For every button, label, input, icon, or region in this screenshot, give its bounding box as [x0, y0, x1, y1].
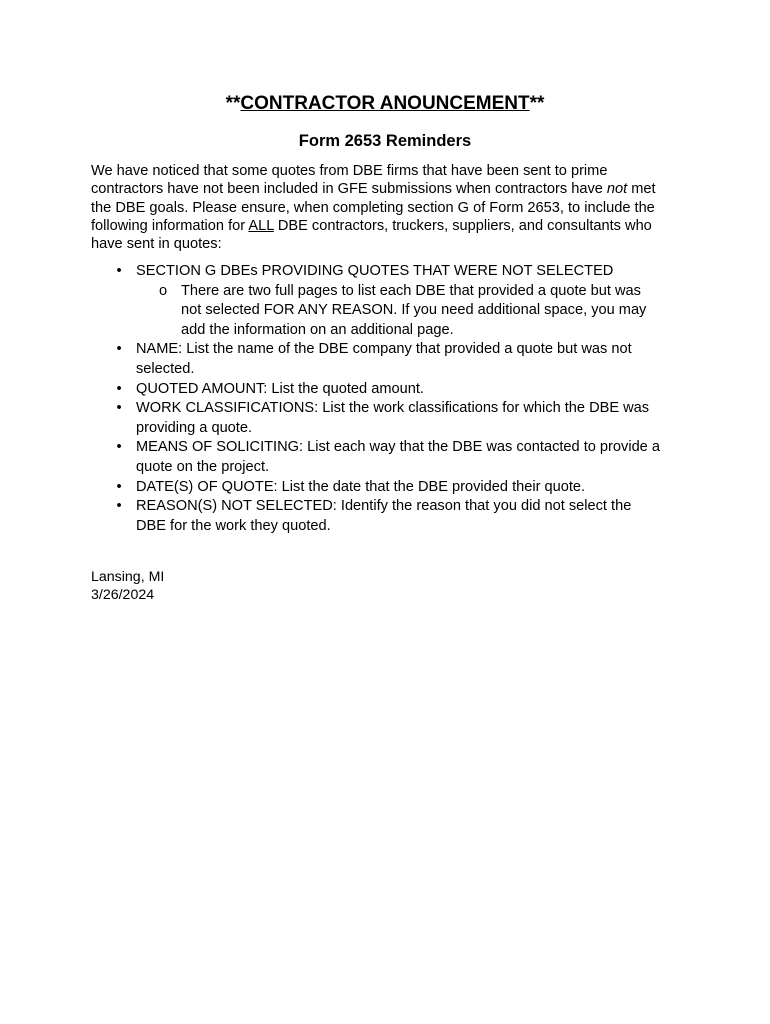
page-title: [0, 92, 770, 116]
bullet-marker: •: [116, 400, 122, 417]
bullet-marker: •: [116, 478, 122, 495]
location-text: Lansing, MI: [91, 569, 165, 585]
intro-line: [91, 180, 691, 198]
list-item-text: WORK CLASSIFICATIONS: List the work classifications for which the DBE was: [136, 400, 650, 417]
title-prefix: **: [225, 93, 241, 114]
reminder-list: [0, 262, 770, 536]
list-item-text: DATE(S) OF QUOTE: List the date that the DBE provided their quote.: [136, 478, 586, 495]
list-item-text: DBE for the work they quoted.: [136, 517, 331, 534]
list-item-text: REASON(S) NOT SELECTED: Identify the reason that you did not select the: [136, 498, 632, 515]
intro-text: met: [627, 181, 656, 198]
intro-emphasis: not: [606, 181, 628, 198]
list-item-text: providing a quote.: [136, 419, 253, 436]
bullet-marker: •: [116, 380, 122, 397]
sub-bullet-marker: o: [158, 282, 168, 299]
bullet-marker: •: [116, 498, 122, 515]
intro-line: have sent in quotes:: [91, 236, 222, 253]
signature-block: [91, 568, 164, 604]
list-item-section-g: [0, 262, 770, 282]
list-item-text: quote on the project.: [136, 458, 270, 475]
intro-line: We have noticed that some quotes from DBE firms that have been sent to prime: [91, 163, 608, 179]
intro-line: [91, 217, 691, 235]
title-suffix: **: [529, 93, 545, 114]
list-item-reasons-not-selected: [0, 497, 770, 536]
intro-paragraph: [91, 162, 691, 253]
sub-list-item-text: add the information on an additional page.: [181, 321, 454, 338]
list-item-dates-of-quote: [0, 478, 770, 498]
date-text: 3/26/2024: [91, 587, 155, 603]
intro-line: the DBE goals. Please ensure, when completing section G of Form 2653, to include the: [91, 199, 655, 216]
list-item-text: NAME: List the name of the DBE company that provided a quote but was not: [136, 341, 632, 358]
sub-list-item-text: not selected FOR ANY REASON. If you need additional space, you may: [181, 302, 647, 319]
intro-underlined: ALL: [248, 217, 274, 234]
list-item-work-classifications: [0, 399, 770, 438]
intro-text: following information for: [91, 217, 249, 234]
page-subtitle: Form 2653 Reminders: [298, 132, 472, 150]
title-main: CONTRACTOR ANOUNCEMENT: [240, 93, 530, 114]
list-item-text: selected.: [136, 360, 195, 377]
list-item-means-of-soliciting: [0, 438, 770, 477]
list-item-text: SECTION G DBEs PROVIDING QUOTES THAT WERE NOT SELECTED: [136, 263, 614, 279]
bullet-marker: •: [116, 341, 122, 358]
bullet-marker: •: [116, 263, 122, 279]
list-item-text: QUOTED AMOUNT: List the quoted amount.: [136, 380, 424, 397]
intro-text: contractors have not been included in GFE submissions when contractors have: [91, 181, 607, 198]
list-item-quoted-amount: [0, 380, 770, 400]
list-item-name: [0, 340, 770, 379]
list-item-text: MEANS OF SOLICITING: List each way that the DBE was contacted to provide a: [136, 439, 660, 456]
intro-text: DBE contractors, truckers, suppliers, and consultants who: [273, 217, 652, 234]
bullet-marker: •: [116, 439, 122, 456]
sub-list-item: [0, 282, 770, 341]
sub-list-item-text: There are two full pages to list each DBE that provided a quote but was: [181, 282, 641, 299]
